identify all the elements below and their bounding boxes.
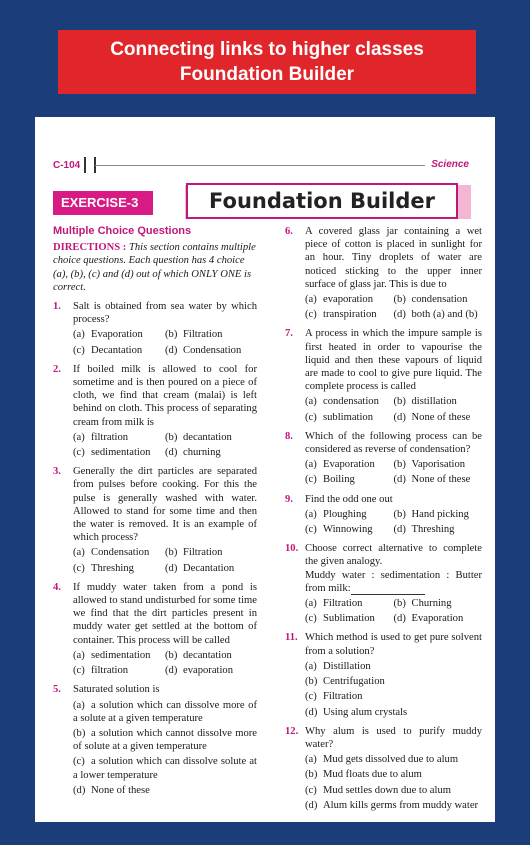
- question-item: [285, 430, 482, 489]
- answer-option: [305, 706, 482, 719]
- answer-option: [305, 473, 394, 486]
- exercise-title: Foundation Builder: [186, 183, 458, 219]
- option-letter: (c): [305, 524, 317, 536]
- option-text: evaporation: [183, 665, 234, 677]
- option-text: Threshing: [91, 562, 134, 574]
- answer-option: [305, 753, 482, 766]
- answer-option: [165, 446, 257, 459]
- option-letter: (b): [393, 294, 406, 306]
- exercise-header: [53, 183, 477, 221]
- option-text: a solution which can dissolve solute at a lower temperature: [73, 756, 257, 781]
- option-text: filtration: [91, 665, 129, 677]
- question-text: Which of the following process can be considered as reverse of condensation?: [305, 430, 482, 456]
- option-letter: (c): [305, 613, 317, 625]
- question-item: [285, 542, 482, 627]
- directions-text: This section contains multiple choice questions. Each question has 4 choice (a), (b), (c) and (d) out of which ONLY ONE is correct.: [53, 242, 256, 293]
- answer-option: [73, 431, 165, 444]
- answer-option: [305, 597, 394, 610]
- option-letter: (b): [305, 676, 318, 688]
- answer-option: [305, 690, 482, 703]
- option-text: Decantation: [91, 344, 143, 356]
- option-text: Condensation: [91, 547, 150, 559]
- right-question-list: [285, 225, 482, 814]
- question-item: [285, 225, 482, 323]
- option-list: [73, 699, 257, 799]
- question-text: Find the odd one out: [305, 493, 393, 505]
- option-list: [305, 753, 482, 814]
- option-text: transpiration: [323, 309, 377, 321]
- question-text: If muddy water taken from a pond is allowed to stand undisturbed for some time we find that the dirt particles present in muddy water get settled at the bottom of container. This process will be called: [73, 581, 257, 646]
- question-text: A process in which the impure sample is first heated in order to vapourise the liquid and then these vapours of liquid are made to cool to give pure liquid. The complete process is called: [305, 328, 482, 393]
- question-text: Which method is used to get pure solvent from a solution?: [305, 632, 482, 657]
- answer-option: [165, 664, 257, 677]
- question-number: 12.: [285, 725, 299, 737]
- answer-option: [305, 784, 482, 797]
- question-number: 6.: [285, 226, 293, 237]
- section-title: Multiple Choice Questions: [53, 225, 192, 237]
- answer-option: [305, 308, 394, 321]
- answer-option: [394, 597, 483, 610]
- answer-option: [165, 562, 257, 575]
- question-text: Choose correct alternative to complete the given analogy.: [305, 543, 482, 568]
- question-number: 5.: [53, 684, 61, 696]
- answer-option: [305, 411, 394, 424]
- question-item: [53, 465, 257, 577]
- banner-line-1: Connecting links to higher classes: [110, 39, 424, 60]
- option-list: [305, 508, 482, 538]
- option-text: Alum kills germs from muddy water: [323, 799, 479, 811]
- option-letter: (b): [73, 727, 86, 739]
- question-number: 1.: [53, 301, 61, 313]
- option-text: decantation: [183, 431, 232, 443]
- question-item: [53, 300, 257, 359]
- option-letter: (c): [73, 562, 85, 574]
- option-letter: (c): [73, 665, 85, 677]
- answer-option: [73, 664, 165, 677]
- option-letter: (d): [393, 613, 406, 625]
- option-letter: (b): [393, 459, 406, 471]
- header-rule: [95, 165, 425, 166]
- option-text: None of these: [411, 411, 471, 423]
- left-question-list: [53, 300, 257, 799]
- answer-option: [305, 395, 394, 408]
- option-text: Filtration: [323, 691, 363, 703]
- option-letter: (b): [165, 649, 178, 661]
- option-letter: (a): [305, 294, 317, 306]
- answer-option: [73, 755, 257, 781]
- option-text: Evaporation: [323, 459, 375, 471]
- option-letter: (a): [305, 660, 317, 672]
- option-letter: (d): [165, 447, 178, 459]
- option-letter: (b): [305, 769, 318, 781]
- option-text: sublimation: [323, 411, 374, 423]
- option-text: Mud gets dissolved due to alum: [323, 754, 459, 766]
- option-letter: (a): [305, 598, 317, 610]
- subject-label: Science: [431, 159, 469, 170]
- option-text: Using alum crystals: [323, 706, 408, 718]
- option-text: condensation: [411, 294, 468, 306]
- answer-option: [305, 612, 394, 625]
- option-text: decantation: [183, 649, 232, 661]
- answer-option: [165, 649, 257, 662]
- page-code: C-104: [53, 160, 81, 171]
- directions: [53, 241, 257, 294]
- option-letter: (c): [305, 309, 317, 321]
- question-item: [53, 581, 257, 679]
- option-text: Mud settles down due to alum: [323, 784, 451, 796]
- option-list: [305, 293, 482, 323]
- question-number: 3.: [53, 466, 61, 478]
- option-letter: (a): [73, 649, 85, 661]
- option-letter: (b): [165, 431, 178, 443]
- option-letter: (c): [305, 784, 317, 796]
- option-text: Filtration: [323, 598, 363, 610]
- answer-option: [165, 431, 257, 444]
- answer-option: [165, 328, 257, 341]
- answer-option: [394, 508, 483, 521]
- option-letter: (b): [393, 598, 406, 610]
- option-letter: (d): [393, 524, 406, 536]
- directions-label: DIRECTIONS :: [53, 242, 127, 254]
- exercise-label: EXERCISE-3: [53, 191, 153, 215]
- answer-option: [305, 458, 394, 471]
- option-letter: (a): [73, 329, 85, 341]
- option-letter: (d): [165, 665, 178, 677]
- book-page: [35, 117, 495, 822]
- option-text: Decantation: [183, 562, 235, 574]
- option-list: [305, 395, 482, 425]
- option-text: Centrifugation: [323, 676, 385, 688]
- option-letter: (a): [305, 754, 317, 766]
- option-letter: (d): [393, 411, 406, 423]
- answer-option: [73, 446, 165, 459]
- option-letter: (b): [393, 508, 406, 520]
- option-letter: (c): [305, 474, 317, 486]
- option-text: a solution which can dissolve more of a solute at a given temperature: [73, 699, 257, 724]
- answer-option: [394, 612, 483, 625]
- option-letter: (d): [305, 799, 318, 811]
- answer-option: [305, 293, 394, 306]
- answer-option: [394, 308, 483, 321]
- question-number: 9.: [285, 493, 293, 505]
- option-letter: (d): [73, 784, 86, 796]
- question-item: [285, 493, 482, 539]
- option-text: Boiling: [323, 474, 355, 486]
- option-text: Filtration: [183, 329, 223, 341]
- option-letter: (d): [165, 344, 178, 356]
- option-letter: (d): [165, 562, 178, 574]
- option-list: [73, 328, 257, 358]
- option-text: None of these: [91, 784, 150, 796]
- banner-line-2: Foundation Builder: [179, 64, 355, 85]
- answer-option: [394, 458, 483, 471]
- answer-option: [73, 784, 257, 797]
- option-text: Winnowing: [323, 524, 373, 536]
- answer-option: [165, 546, 257, 559]
- analogy-text: Muddy water : sedimentation : Butter from milk:: [305, 569, 482, 594]
- option-letter: (c): [305, 691, 317, 703]
- option-text: Churning: [411, 598, 452, 610]
- option-text: Distillation: [323, 660, 371, 672]
- question-item: [285, 631, 482, 720]
- option-letter: (a): [305, 396, 317, 408]
- option-letter: (a): [305, 459, 317, 471]
- option-letter: (c): [73, 447, 85, 459]
- question-item: [285, 327, 482, 425]
- question-number: 11.: [285, 632, 298, 644]
- option-list: [305, 458, 482, 488]
- question-number: 10.: [285, 543, 299, 555]
- option-text: Sublimation: [323, 613, 375, 625]
- answer-option: [394, 473, 483, 486]
- question-number: 4.: [53, 581, 61, 593]
- answer-option: [73, 649, 165, 662]
- option-text: both (a) and (b): [411, 309, 478, 321]
- right-column: [285, 225, 482, 818]
- option-letter: (b): [393, 396, 406, 408]
- option-text: Condensation: [183, 344, 242, 356]
- option-text: sedimentation: [91, 447, 151, 459]
- question-text: A covered glass jar containing a wet piece of cotton is placed in sunlight for an hour. Tiny droplets of water are noticed sticking to the upper inner surface of glass jar. This is due to: [305, 226, 482, 290]
- option-text: Vaporisation: [411, 459, 466, 471]
- answer-option: [73, 727, 257, 753]
- option-list: [305, 597, 482, 627]
- option-list: [73, 546, 257, 576]
- option-letter: (a): [73, 699, 85, 711]
- answer-option: [73, 699, 257, 725]
- answer-option: [305, 660, 482, 673]
- answer-option: [73, 546, 165, 559]
- question-number: 8.: [285, 430, 293, 442]
- option-text: Evaporation: [411, 613, 464, 625]
- option-text: Filtration: [183, 547, 223, 559]
- question-text: Generally the dirt particles are separated from pulses before cooking. For this the pulse is generally washed with water. Allowed to stand for some time and then the water is removed. It is an example of which process?: [73, 466, 257, 544]
- answer-option: [305, 508, 394, 521]
- option-letter: (d): [393, 474, 406, 486]
- answer-option: [394, 523, 483, 536]
- question-text: If boiled milk is allowed to cool for sometime and is then poured on a piece of cloth, we find that cream (malai) is left behind on cloth. This process of separating cream from milk is: [73, 363, 257, 428]
- option-list: [305, 660, 482, 721]
- option-letter: (d): [393, 309, 406, 321]
- option-letter: (c): [73, 756, 85, 768]
- answer-option: [165, 344, 257, 357]
- option-letter: (a): [305, 508, 317, 520]
- answer-option: [305, 675, 482, 688]
- option-letter: (b): [165, 329, 178, 341]
- option-letter: (c): [305, 411, 317, 423]
- option-text: evaporation: [323, 294, 374, 306]
- option-text: Evaporation: [91, 329, 143, 341]
- question-number: 7.: [285, 328, 293, 340]
- answer-option: [305, 768, 482, 781]
- question-text: Salt is obtained from sea water by which process?: [73, 301, 257, 326]
- option-text: Threshing: [411, 524, 455, 536]
- answer-option: [73, 328, 165, 341]
- answer-option: [394, 293, 483, 306]
- answer-option: [394, 411, 483, 424]
- answer-option: [73, 344, 165, 357]
- answer-option: [305, 799, 482, 812]
- option-text: a solution which cannot dissolve more of solute at a given temperature: [73, 727, 257, 753]
- option-letter: (a): [73, 431, 85, 443]
- answer-blank: [351, 594, 425, 595]
- answer-option: [305, 523, 394, 536]
- question-number: 2.: [53, 363, 61, 375]
- title-banner: [58, 30, 476, 94]
- option-text: None of these: [411, 474, 471, 486]
- option-list: [73, 649, 257, 679]
- option-text: sedimentation: [91, 649, 151, 661]
- option-text: Mud floats due to alum: [323, 769, 422, 781]
- answer-option: [73, 562, 165, 575]
- question-text: Why alum is used to purify muddy water?: [305, 725, 482, 750]
- answer-option: [394, 395, 483, 408]
- option-letter: (a): [73, 547, 85, 559]
- option-letter: (b): [165, 547, 178, 559]
- option-letter: (d): [305, 706, 318, 718]
- option-text: churning: [183, 447, 221, 459]
- analogy-line: [305, 569, 482, 595]
- left-column: [53, 225, 257, 803]
- option-list: [73, 431, 257, 461]
- option-text: Hand picking: [411, 508, 469, 520]
- option-text: filtration: [91, 431, 129, 443]
- question-item: [285, 725, 482, 814]
- option-text: Ploughing: [323, 508, 367, 520]
- question-item: [53, 683, 257, 799]
- option-letter: (c): [73, 344, 85, 356]
- option-text: distillation: [411, 396, 457, 408]
- question-text: Saturated solution is: [73, 684, 160, 696]
- option-text: condensation: [323, 396, 379, 408]
- question-item: [53, 363, 257, 461]
